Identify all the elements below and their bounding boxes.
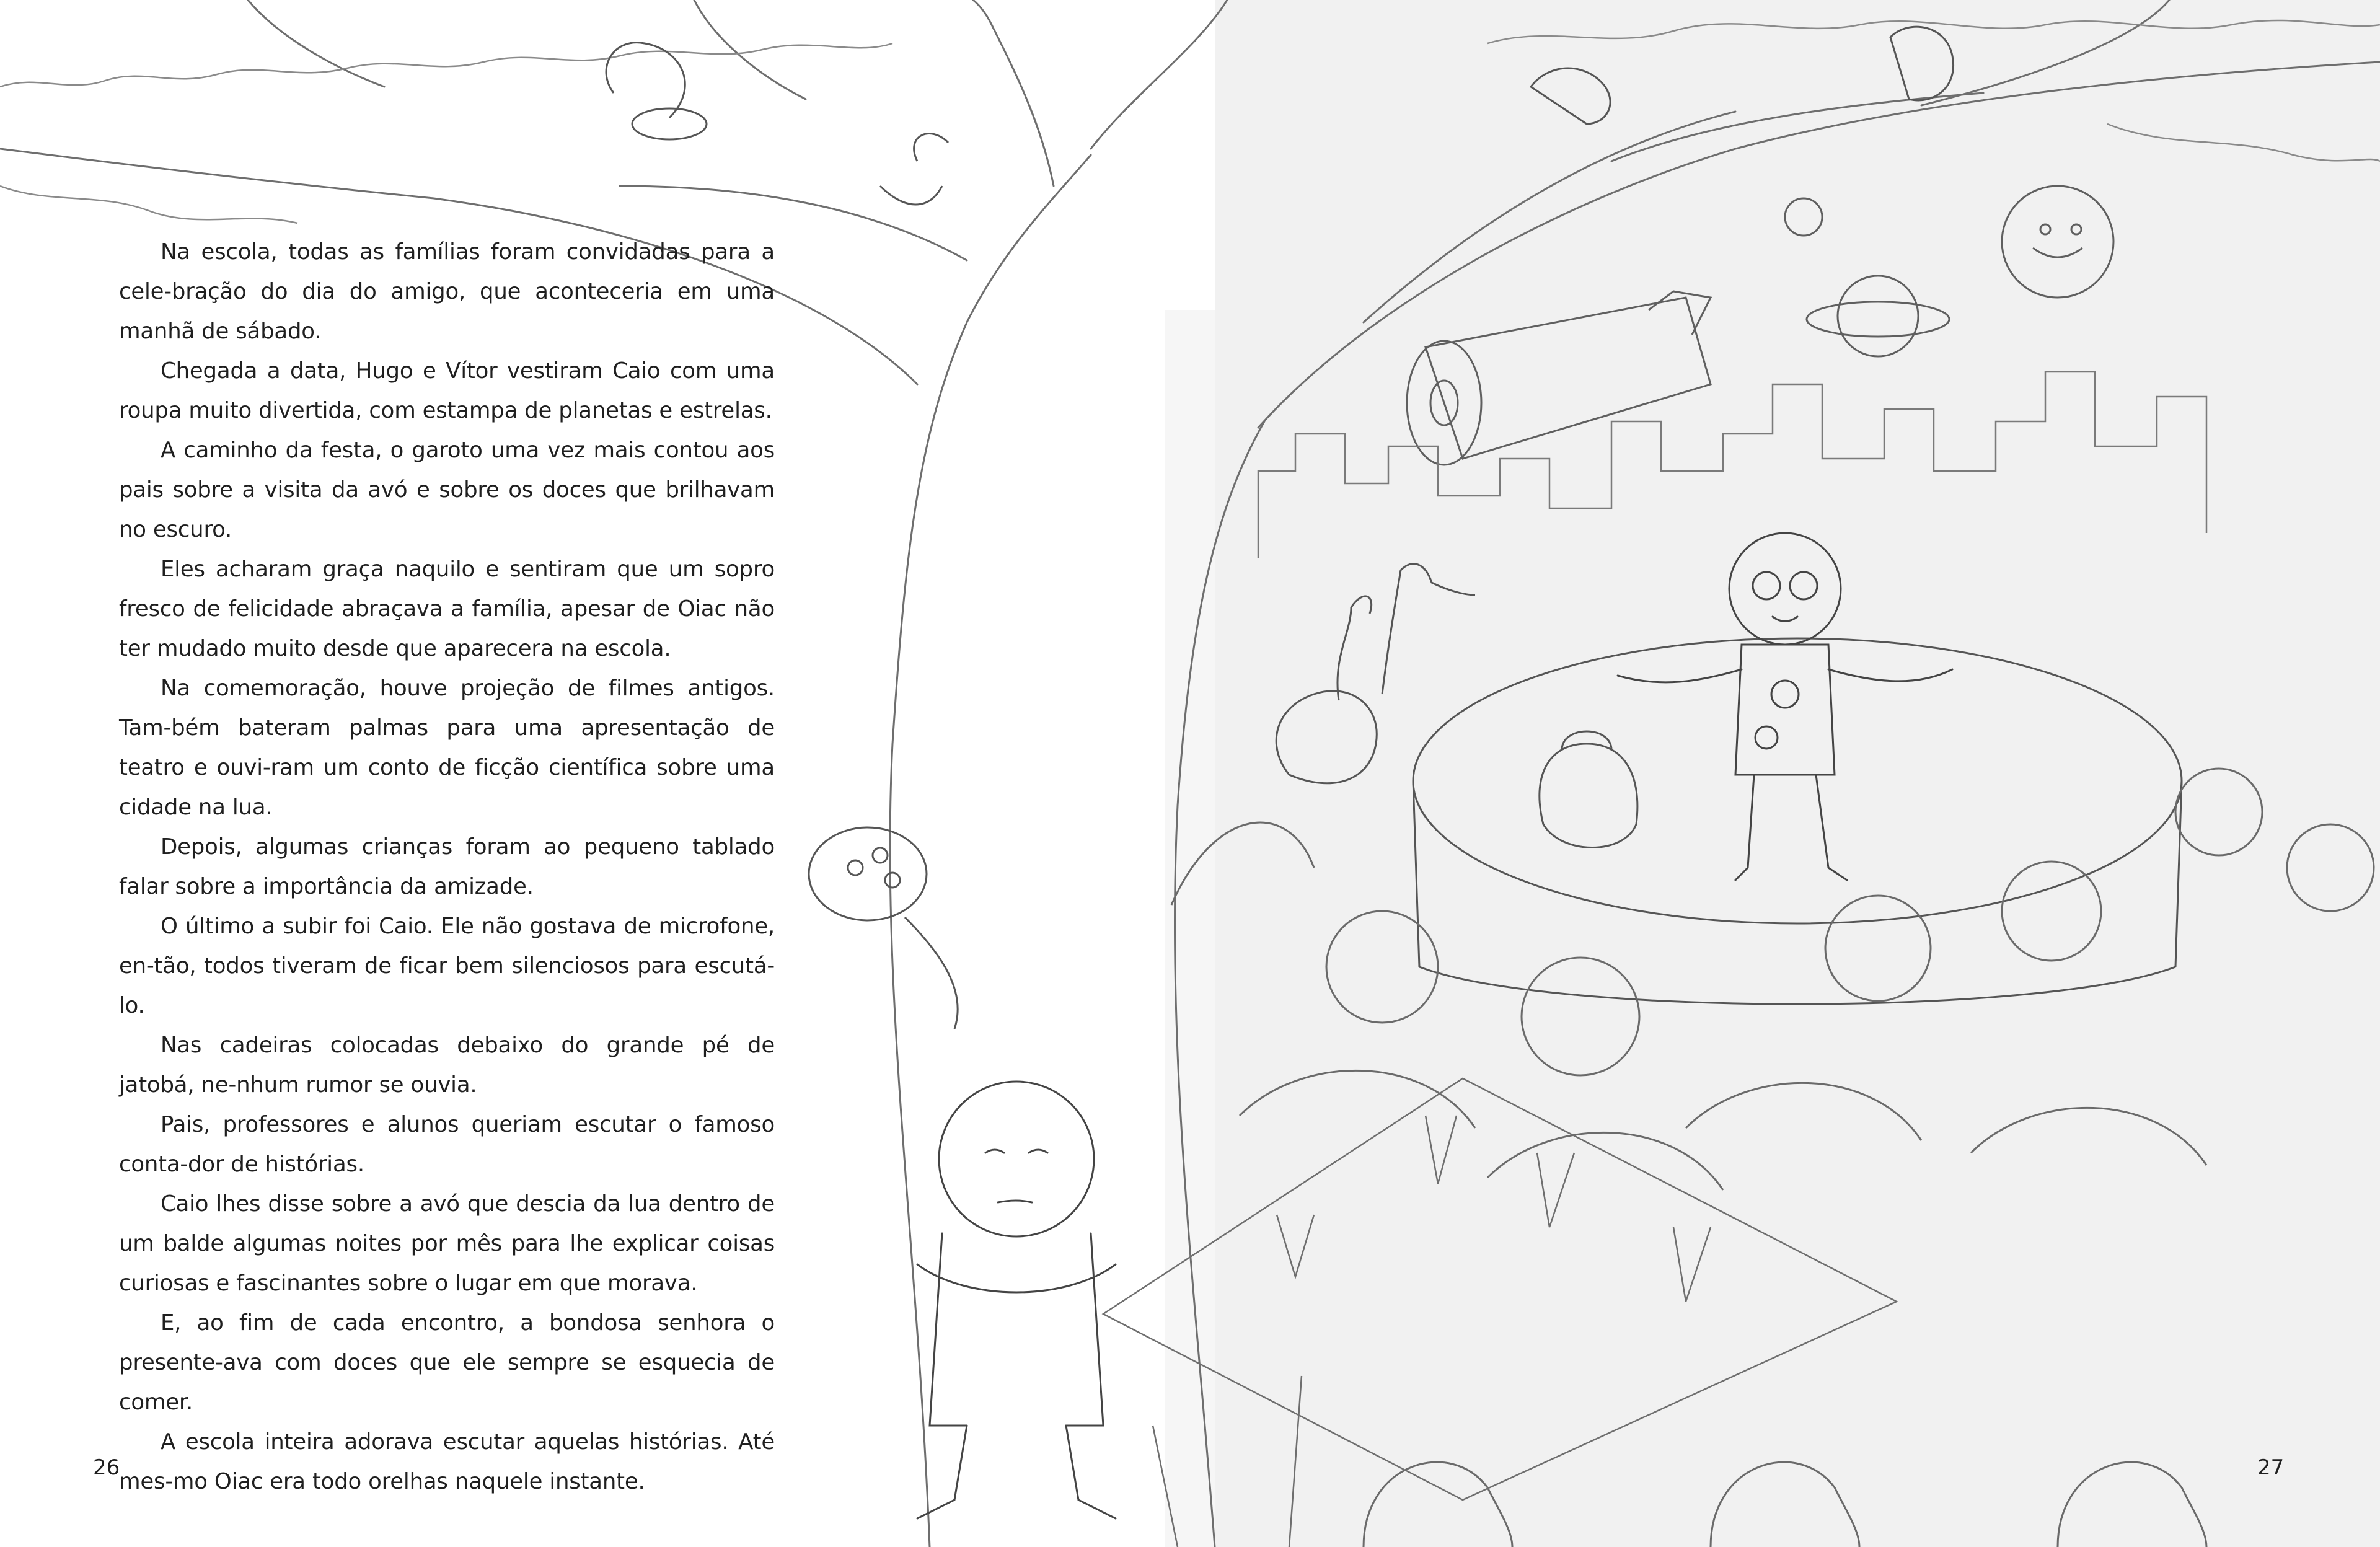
paragraph: E, ao fim de cada encontro, a bondosa senhora o presente-ava com doces que ele sempre se esquecia de comer.: [119, 1310, 775, 1415]
page-number-left: 26: [93, 1455, 120, 1480]
paragraph: Eles acharam graça naquilo e sentiram que um sopro fresco de felicidade abraçava a família, apesar de Oiac não ter mudado muito desde que aparecera na escola.: [119, 557, 775, 661]
page-number-right: 27: [2257, 1455, 2285, 1480]
paragraph: O último a subir foi Caio. Ele não gostava de microfone, en-tão, todos tiveram de ficar bem silenciosos para escutá-lo.: [119, 914, 775, 1018]
paragraph: A caminho da festa, o garoto uma vez mais contou aos pais sobre a visita da avó e sobre os doces que brilhavam no escuro.: [119, 438, 775, 542]
paragraph: Nas cadeiras colocadas debaixo do grande pé de jatobá, ne-nhum rumor se ouvia.: [119, 1033, 775, 1098]
paragraph: A escola inteira adorava escutar aquelas histórias. Até mes-mo Oiac era todo orelhas naquele instante.: [119, 1429, 775, 1494]
paragraph: Caio lhes disse sobre a avó que descia da lua dentro de um balde algumas noites por mês para lhe explicar coisas curiosas e fascinantes sobre o lugar em que morava.: [119, 1191, 775, 1296]
palette-figure: [809, 827, 958, 1029]
paragraph: Chegada a data, Hugo e Vítor vestiram Caio com uma roupa muito divertida, com estampa de planetas e estrelas.: [119, 358, 775, 423]
oiac-figure: [917, 1082, 1116, 1518]
paragraph: Na escola, todas as famílias foram convidadas para a cele-bração do dia do amigo, que aconteceria em uma manhã de sábado.: [119, 239, 775, 344]
paragraph: Pais, professores e alunos queriam escutar o famoso conta-dor de histórias.: [119, 1112, 775, 1177]
story-text: [119, 232, 775, 1502]
paragraph: Depois, algumas crianças foram ao pequeno tablado falar sobre a importância da amizade.: [119, 834, 775, 899]
paragraph: Na comemoração, houve projeção de filmes antigos. Tam-bém bateram palmas para uma apresentação de teatro e ouvi-ram um conto de ficção científica sobre uma cidade na lua.: [119, 676, 775, 820]
